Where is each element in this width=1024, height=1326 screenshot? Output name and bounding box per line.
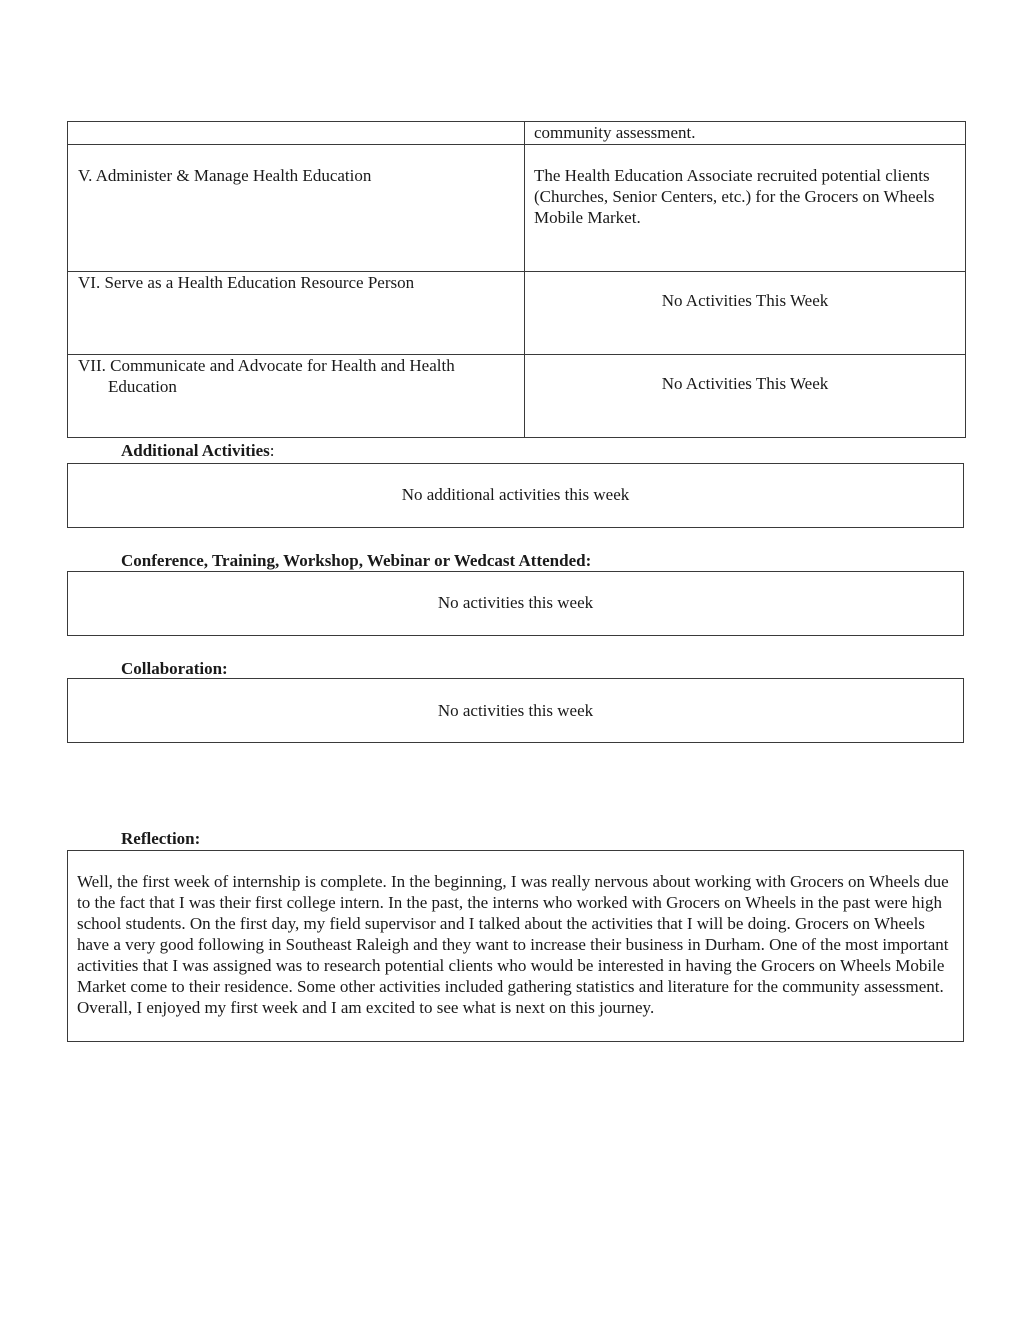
collaboration-heading: Collaboration: bbox=[121, 659, 228, 678]
additional-activities-heading-text: Additional Activities bbox=[121, 441, 270, 460]
table-row bbox=[68, 272, 966, 355]
additional-activities-content: No additional activities this week bbox=[401, 485, 630, 504]
heading-colon: : bbox=[269, 441, 275, 460]
table-row bbox=[68, 355, 966, 438]
competency-cell: VII. Communicate and Advocate for Health and Health Education bbox=[68, 355, 525, 438]
reflection-content: Well, the first week of internship is complete. In the beginning, I was really nervous about working with Grocers on Wheels due to the fact that I was their first college intern. In the past, the interns who worked with Grocers on Wheels in the past were high school students. On the first day, my field supervisor and I talked about the activities that I will be doing. Grocers on Wheels have a very good following in Southeast Raleigh and they want to increase their business in Durham. One of the most important activities that I was assigned was to research potential clients who would be interested in having the Grocers on Wheels Mobile Market come to their residence. Some other activities included gathering statistics and literature for the community assessment. Overall, I enjoyed my first week and I am excited to see what is next on this journey. bbox=[77, 872, 949, 1017]
table-row bbox=[68, 145, 966, 272]
activity-cell: No Activities This Week bbox=[525, 355, 966, 438]
competency-cell: VI. Serve as a Health Education Resource Person bbox=[68, 272, 525, 355]
conference-box bbox=[67, 571, 964, 636]
collaboration-box bbox=[67, 678, 964, 743]
collaboration-content: No activities this week bbox=[437, 701, 594, 720]
competency-cell: V. Administer & Manage Health Education bbox=[68, 145, 525, 272]
reflection-box bbox=[67, 850, 964, 1042]
conference-content: No activities this week bbox=[437, 593, 594, 612]
reflection-heading: Reflection: bbox=[121, 829, 201, 848]
competency-table bbox=[67, 121, 966, 438]
table-row bbox=[68, 122, 966, 145]
conference-heading: Conference, Training, Workshop, Webinar or Wedcast Attended: bbox=[121, 551, 592, 570]
additional-activities-heading bbox=[121, 441, 275, 461]
activity-cell: No Activities This Week bbox=[525, 272, 966, 355]
competency-cell bbox=[68, 122, 525, 145]
additional-activities-box bbox=[67, 463, 964, 528]
activity-cell: community assessment. bbox=[525, 122, 966, 145]
activity-cell: The Health Education Associate recruited potential clients (Churches, Senior Centers, etc.) for the Grocers on Wheels Mobile Market. bbox=[525, 145, 966, 272]
